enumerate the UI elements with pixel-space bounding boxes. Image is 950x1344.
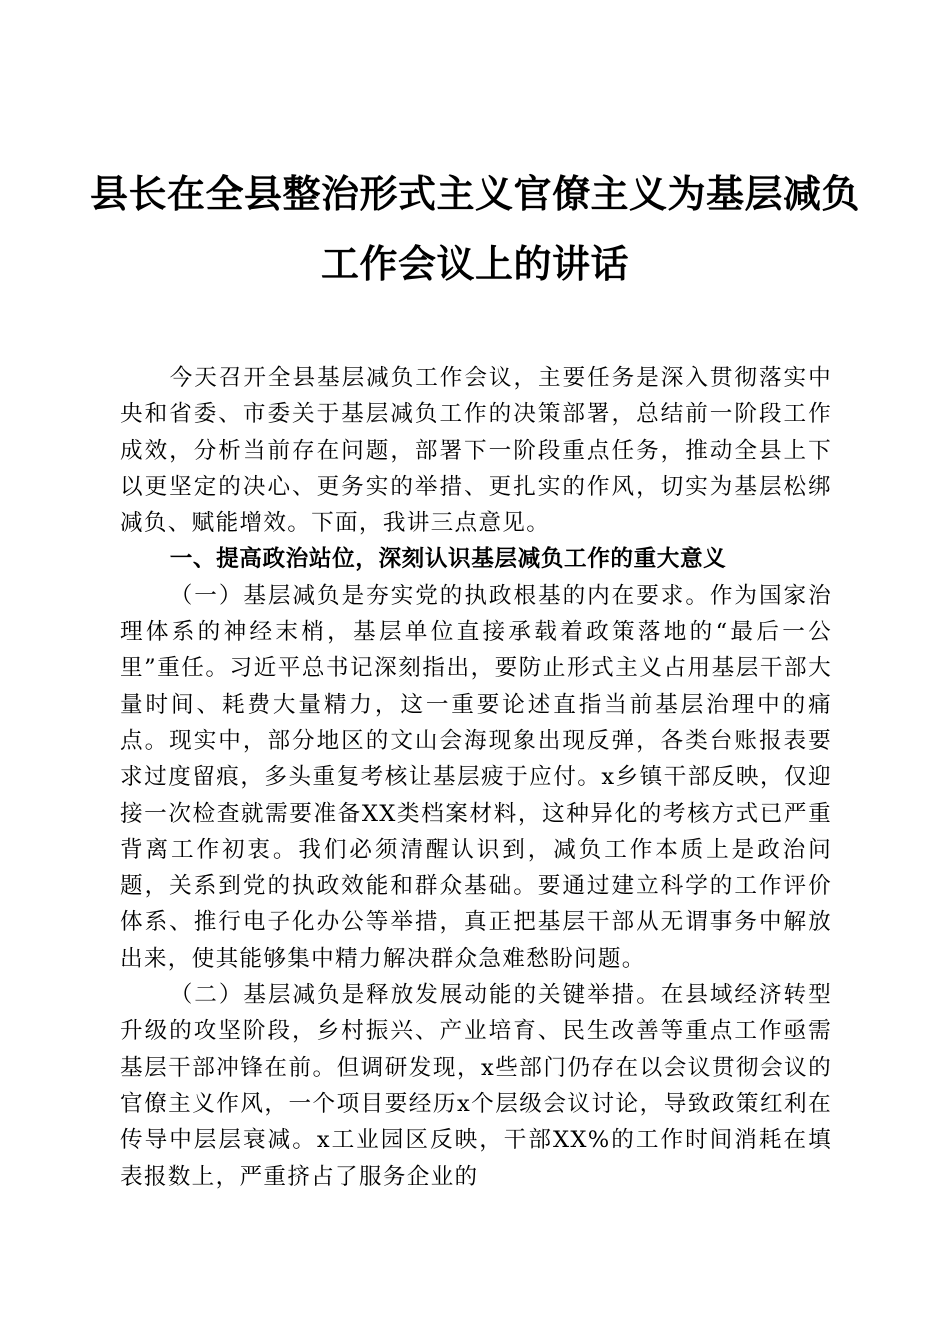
- section-1-paragraph-2: （二）基层减负是释放发展动能的关键举措。在县域经济转型升级的攻坚阶段，乡村振兴、产业培育、民生改善等重点工作亟需基层干部冲锋在前。但调研发现，x些部门仍存在以会议贯彻会议的官僚主义作风，一个项目要经历x个层级会议讨论，导致政策红利在传导中层层衰减。x工业园区反映，干部XX%的工作时间消耗在填表报数上，严重挤占了服务企业的: [120, 982, 832, 1190]
- intro-paragraph: 今天召开全县基层减负工作会议，主要任务是深入贯彻落实中央和省委、市委关于基层减负工作的决策部署，总结前一阶段工作成效，分析当前存在问题，部署下一阶段重点任务，推动全县上下以更坚定的决心、更务实的举措、更扎实的作风，切实为基层松绑减负、赋能增效。下面，我讲三点意见。: [120, 365, 832, 537]
- section-1-heading: 一、提高政治站位，深刻认识基层减负工作的重大意义: [169, 546, 727, 573]
- document-title-line-1: 县长在全县整治形式主义官僚主义为基层减负: [89, 171, 860, 216]
- document-title-line-2: 工作会议上的讲话: [320, 241, 629, 286]
- document-body: [120, 360, 832, 1195]
- section-1-paragraph-1: （一）基层减负是夯实党的执政根基的内在要求。作为国家治理体系的神经末梢，基层单位直接承载着政策落地的“最后一公里”重任。习近平总书记深刻指出，要防止形式主义占用基层干部大量时间、耗费大量精力，这一重要论述直指当前基层治理中的痛点。现实中，部分地区的文山会海现象出现反弹，各类台账报表要求过度留痕，多头重复考核让基层疲于应付。x乡镇干部反映，仅迎接一次检查就需要准备XX类档案材料，这种异化的考核方式已严重背离工作初衷。我们必须清醒认识到，减负工作本质上是政治问题，关系到党的执政效能和群众基础。要通过建立科学的工作评价体系、推行电子化办公等举措，真正把基层干部从无谓事务中解放出来，使其能够集中精力解决群众急难愁盼问题。: [120, 582, 832, 972]
